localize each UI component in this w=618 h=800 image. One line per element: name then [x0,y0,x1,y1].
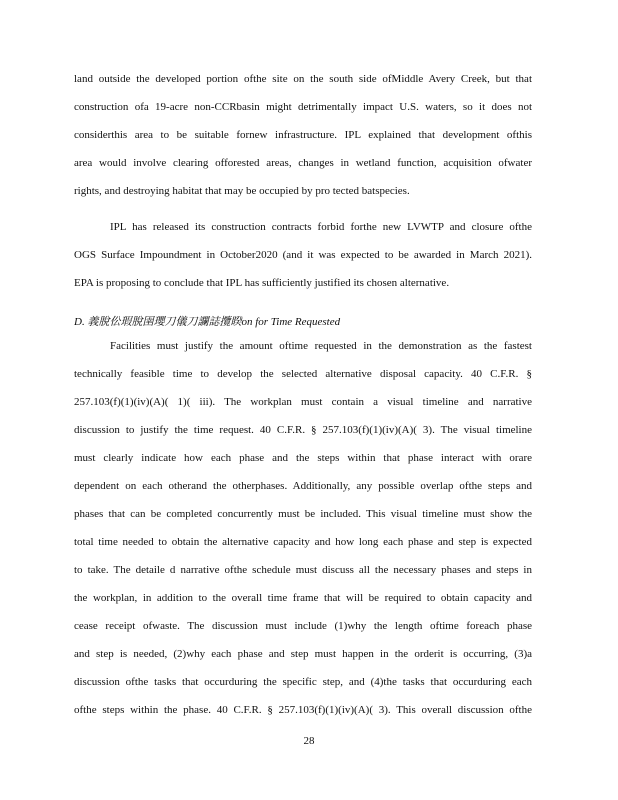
body-text-line: dependent on each otherand the otherphases. Additionally, any possible overlap ofthe steps and [74,480,532,492]
section-heading: D. 義脫伀瑕脫圉瓔刀儀刀讕誌攬睽on for Time Requested [74,316,341,328]
body-text-line: discussion to justify the time request. 40 C.F.R. § 257.103(f)(1)(iv)(A)( 3). The visual timeline [74,424,532,436]
body-text-line: Facilities must justify the amount oftime requested in the demonstration as the fastest [110,340,532,352]
body-text-line: cease receipt ofwaste. The discussion must include (1)why the length oftime foreach phase [74,620,532,632]
body-text-line: rights, and destroying habitat that may be occupied by pro tected batspecies. [74,185,410,197]
body-text-line: must clearly indicate how each phase and the steps within that phase interact with orare [74,452,532,464]
body-text-line: EPA is proposing to conclude that IPL has sufficiently justified its chosen alternative. [74,277,450,289]
body-text-line: technically feasible time to develop the selected alternative disposal capacity. 40 C.F.R. § [74,368,532,380]
page-number: 28 [303,735,315,747]
body-text-line: IPL has released its construction contracts forbid forthe new LVWTP and closure ofthe [110,221,532,233]
body-text-line: ofthe steps within the phase. 40 C.F.R. § 257.103(f)(1)(iv)(A)( 3). This overall discussion ofthe [74,704,532,716]
body-text-line: discussion ofthe tasks that occurduring the specific step, and (4)the tasks that occurduring each [74,676,532,688]
body-text-line: area would involve clearing offorested areas, changes in wetland function, acquisition ofwater [74,157,532,169]
body-text-line: and step is needed, (2)why each phase and step must happen in the orderit is occurring, (3)a [74,648,532,660]
body-text-line: construction ofa 19-acre non-CCRbasin might detrimentally impact U.S. waters, so it does not [74,101,532,113]
body-text-line: phases that can be completed concurrently must be included. This visual timeline must show the [74,508,532,520]
body-text-line: total time needed to obtain the alternative capacity and how long each phase and step is expected [74,536,532,548]
body-text-line: OGS Surface Impoundment in October2020 (and it was expected to be awarded in March 2021). [74,249,532,261]
body-text-line: to take. The detaile d narrative ofthe schedule must discuss all the necessary phases and steps in [74,564,532,576]
body-text-line: 257.103(f)(1)(iv)(A)( 1)( iii). The workplan must contain a visual timeline and narrative [74,396,532,408]
body-text-line: considerthis area to be suitable fornew infrastructure. IPL explained that development ofthis [74,129,532,141]
body-text-line: the workplan, in addition to the overall time frame that will be required to obtain capacity and [74,592,532,604]
body-text-line: land outside the developed portion ofthe site on the south side ofMiddle Avery Creek, but that [74,73,532,85]
